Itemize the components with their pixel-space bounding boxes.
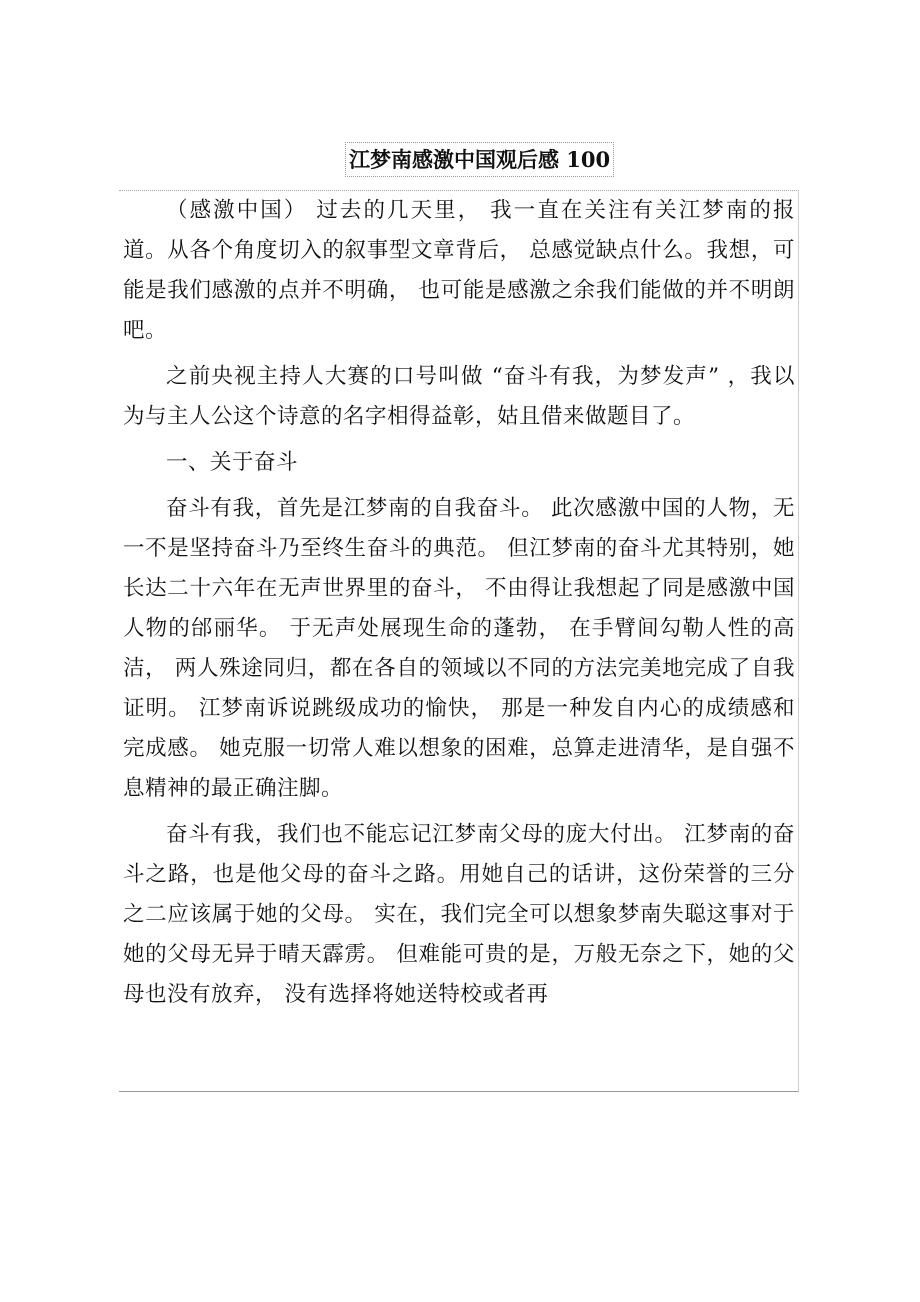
section-heading: 一、关于奋斗: [166, 450, 299, 475]
document-title: 江梦南感激中国观后感 100: [345, 142, 614, 177]
paragraph-intro: （感激中国） 过去的几天里， 我一直在关注有关江梦南的报道。从各个角度切入的叙事型文章背后， 总感觉缺点什么。我想，可能是我们感激的点并不明确， 也可能是感激之余我们能做的并不明朗吧。: [123, 198, 795, 343]
paragraph-self-struggle: 奋斗有我，首先是江梦南的自我奋斗。 此次感激中国的人物，无一不是坚持奋斗乃至终生奋斗的典范。 但江梦南的奋斗尤其特别，她长达二十六年在无声世界里的奋斗， 不由得让我想起了同是感激中国人物的邰丽华。 于无声处展现生命的蓬勃， 在手臂间勾勒人性的高洁， 两人殊途同归，都在各自的领域以不同的方法完美地完成了自我证明。 江梦南诉说跳级成功的愉快， 那是一种发自内心的成绩感和完成感。 她克服一切常人难以想象的困难，总算走进清华，是自强不息精神的最正确注脚。: [123, 496, 795, 801]
content-frame: [119, 190, 799, 1092]
document-body: [123, 191, 795, 1021]
paragraph-slogan: 之前央视主持人大赛的口号叫做 “奋斗有我，为梦发声” ，我以为与主人公这个诗意的名字相得益彰，姑且借来做题目了。: [123, 364, 795, 429]
paragraph-parents-struggle: 奋斗有我，我们也不能忘记江梦南父母的庞大付出。 江梦南的奋斗之路，也是他父母的奋斗之路。用她自己的话讲，这份荣誉的三分之二应该属于她的父母。 实在，我们完全可以想象梦南失聪这事对于她的父母无异于晴天霹雳。 但难能可贵的是，万般无奈之下，她的父母也没有放弃， 没有选择将她送特校或者再: [123, 822, 795, 1007]
